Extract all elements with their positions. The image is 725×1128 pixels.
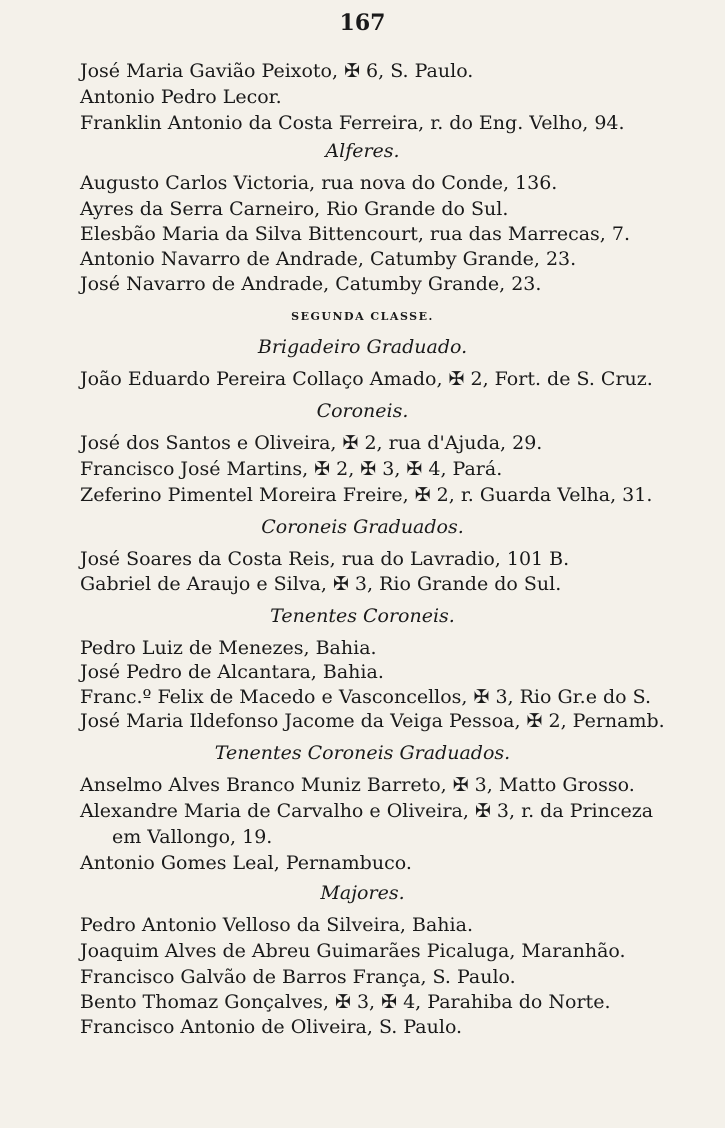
list-item: Antonio Gomes Leal, Pernambuco. xyxy=(80,852,412,874)
list-item: Augusto Carlos Victoria, rua nova do Conde, 136. xyxy=(80,172,558,194)
list-item: José Soares da Costa Reis, rua do Lavradio, 101 B. xyxy=(80,548,570,570)
list-item: Franklin Antonio da Costa Ferreira, r. do Eng. Velho, 94. xyxy=(80,112,625,134)
list-item: Alexandre Maria de Carvalho e Oliveira, ✠ 3, r. da Princeza xyxy=(80,800,654,822)
section-heading: Tenentes Coroneis Graduados. xyxy=(214,742,511,764)
list-item-continued: em Vallongo, 19. xyxy=(112,826,273,848)
list-item: Gabriel de Araujo e Silva, ✠ 3, Rio Grande do Sul. xyxy=(80,573,562,595)
section-heading: Coroneis Graduados. xyxy=(261,516,464,538)
list-item: José Maria Gavião Peixoto, ✠ 6, S. Paulo. xyxy=(80,60,474,82)
section-heading: Coroneis. xyxy=(316,400,409,422)
list-item: José Maria Ildefonso Jacome da Veiga Pessoa, ✠ 2, Pernamb. xyxy=(80,710,665,732)
section-heading: Majores. xyxy=(320,882,405,904)
list-item: Franc.º Felix de Macedo e Vasconcellos, ✠ 3, Rio Gr.e do S. xyxy=(80,686,652,708)
section-heading: Alferes. xyxy=(325,140,400,162)
list-item: Anselmo Alves Branco Muniz Barreto, ✠ 3, Matto Grosso. xyxy=(80,774,635,796)
section-heading: Tenentes Coroneis. xyxy=(270,605,455,627)
class-heading: SEGUNDA CLASSE. xyxy=(291,310,434,323)
list-item: Pedro Antonio Velloso da Silveira, Bahia. xyxy=(80,914,473,936)
list-item: Elesbão Maria da Silva Bittencourt, rua das Marrecas, 7. xyxy=(80,223,631,245)
list-item: Joaquim Alves de Abreu Guimarães Picaluga, Maranhão. xyxy=(80,940,626,962)
list-item: Antonio Pedro Lecor. xyxy=(80,86,282,108)
list-item: Bento Thomaz Gonçalves, ✠ 3, ✠ 4, Parahiba do Norte. xyxy=(80,991,611,1013)
list-item: Francisco José Martins, ✠ 2, ✠ 3, ✠ 4, Pará. xyxy=(80,458,503,480)
list-item: José Pedro de Alcantara, Bahia. xyxy=(80,661,384,683)
page-number: 167 xyxy=(339,10,386,36)
list-item: Ayres da Serra Carneiro, Rio Grande do Sul. xyxy=(80,198,509,220)
list-item: Francisco Antonio de Oliveira, S. Paulo. xyxy=(80,1016,463,1038)
section-heading: Brigadeiro Graduado. xyxy=(257,336,468,358)
list-item: Zeferino Pimentel Moreira Freire, ✠ 2, r. Guarda Velha, 31. xyxy=(80,484,653,506)
list-item: João Eduardo Pereira Collaço Amado, ✠ 2, Fort. de S. Cruz. xyxy=(80,368,653,390)
list-item: José Navarro de Andrade, Catumby Grande, 23. xyxy=(80,273,542,295)
list-item: José dos Santos e Oliveira, ✠ 2, rua d'Ajuda, 29. xyxy=(80,432,543,454)
list-item: Pedro Luiz de Menezes, Bahia. xyxy=(80,637,377,659)
list-item: Antonio Navarro de Andrade, Catumby Grande, 23. xyxy=(80,248,577,270)
list-item: Francisco Galvão de Barros França, S. Paulo. xyxy=(80,966,516,988)
